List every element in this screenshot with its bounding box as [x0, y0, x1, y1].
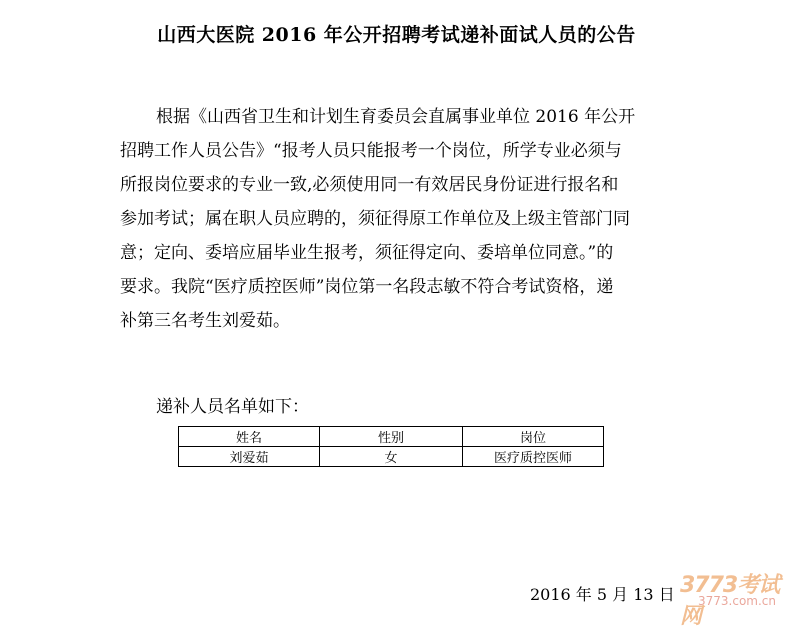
body-line: 参加考试；属在职人员应聘的，须征得原工作单位及上级主管部门同 — [120, 209, 630, 229]
site-watermark — [680, 568, 788, 629]
body-line: 意；定向、委培应届毕业生报考，须征得定向、委培单位同意。”的 — [120, 243, 614, 263]
list-intro: 递补人员名单如下： — [156, 397, 309, 417]
cell-position: 医疗质控医师 — [463, 447, 604, 467]
table-header-row — [179, 427, 604, 447]
cell-name: 刘爱茹 — [179, 447, 320, 467]
header-name: 姓名 — [179, 427, 320, 447]
header-gender: 性别 — [320, 427, 463, 447]
body-line: 所报岗位要求的专业一致,必须使用同一有效居民身份证进行报名和 — [120, 175, 619, 195]
notice-date: 2016 年 5 月 13 日 — [530, 585, 675, 604]
cell-gender: 女 — [320, 447, 463, 467]
watermark-logo: 3773考试网 — [680, 573, 780, 629]
body-line: 补第三名考生刘爱茹。 — [120, 311, 290, 331]
notice-body — [120, 100, 680, 338]
body-line: 招聘工作人员公告》“报考人员只能报考一个岗位，所学专业必须与 — [120, 141, 622, 161]
body-line: 根据《山西省卫生和计划生育委员会直属事业单位 2016 年公开 — [156, 107, 636, 127]
table-row — [179, 447, 604, 467]
header-position: 岗位 — [463, 427, 604, 447]
notice-title: 山西大医院 2016 年公开招聘考试递补面试人员的公告 — [157, 24, 636, 46]
watermark-url: 3773.com.cn — [698, 594, 776, 608]
roster-table — [178, 426, 604, 467]
body-line: 要求。我院“医疗质控医师”岗位第一名段志敏不符合考试资格，递 — [120, 277, 614, 297]
